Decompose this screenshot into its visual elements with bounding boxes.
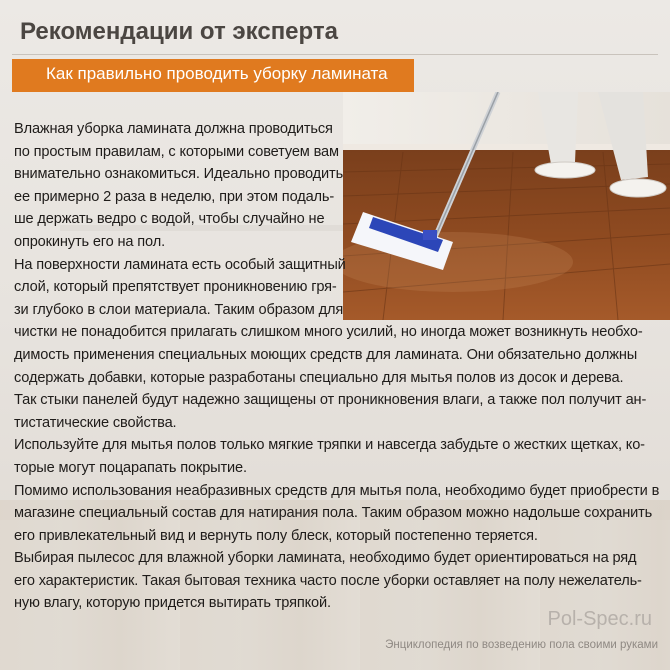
text-line: тистатические свойства. bbox=[14, 414, 177, 431]
text-line: торые могут поцарапать покрытие. bbox=[14, 459, 247, 476]
text-line: чистки не понадобится прилагать слишком много усилий, но иногда может возникнуть необхо- bbox=[14, 324, 643, 341]
text-line: его привлекательный вид и вернуть полу блеск, который постепенно теряется. bbox=[14, 527, 538, 544]
text-line: Выбирая пылесос для влажной уборки ламината, необходимо будет ориентироваться на ряд bbox=[14, 550, 637, 567]
text-line: Так стыки панелей будут надежно защищены от проникновения влаги, а также пол получит ан- bbox=[14, 392, 647, 409]
site-watermark: Pol-Spec.ru bbox=[547, 608, 652, 630]
text-line: На поверхности ламината есть особый защитный bbox=[14, 256, 346, 273]
page-title: Рекомендации от эксперта bbox=[20, 18, 338, 45]
text-line: опрокинуть его на пол. bbox=[14, 233, 165, 250]
text-line: магазине специальный состав для натирания пола. Таким образом можно надольше сохранить bbox=[14, 505, 653, 522]
text-line: содержать добавки, которые разработаны специально для мытья полов из досок и дерева. bbox=[14, 369, 624, 386]
footer-caption: Энциклопедия по возведению пола своими руками bbox=[385, 639, 658, 651]
text-line: Помимо использования неабразивных средств для мытья пола, необходимо будет приобрести в bbox=[14, 482, 660, 499]
text-line: ше держать ведро с водой, чтобы случайно не bbox=[14, 211, 325, 228]
title-divider bbox=[12, 54, 658, 55]
text-line: по простым правилам, с которыми советуем вам bbox=[14, 143, 339, 160]
text-line: Используйте для мытья полов только мягкие тряпки и навсегда забудьте о жестких щетках, ко- bbox=[14, 437, 645, 454]
text-line: димость применения специальных моющих средств для ламината. Они обязательно должны bbox=[14, 346, 638, 363]
text-line: ную влагу, которую придется вытирать тряпкой. bbox=[14, 595, 331, 612]
subtitle-text: Как правильно проводить уборку ламината bbox=[46, 64, 388, 83]
text-line: Влажная уборка ламината должна проводиться bbox=[14, 121, 333, 137]
advice-text bbox=[14, 118, 658, 615]
text-line: ее примерно 2 раза в неделю, при этом подаль- bbox=[14, 188, 335, 205]
text-line: зи глубоко в слои материала. Таким образом для bbox=[14, 301, 344, 318]
text-line: слой, который препятствует проникновению гря- bbox=[14, 279, 337, 296]
text-line: внимательно ознакомиться. Идеально проводить bbox=[14, 166, 344, 183]
text-line: его характеристик. Такая бытовая техника часто после уборки оставляет на полу нежелатель- bbox=[14, 572, 642, 589]
